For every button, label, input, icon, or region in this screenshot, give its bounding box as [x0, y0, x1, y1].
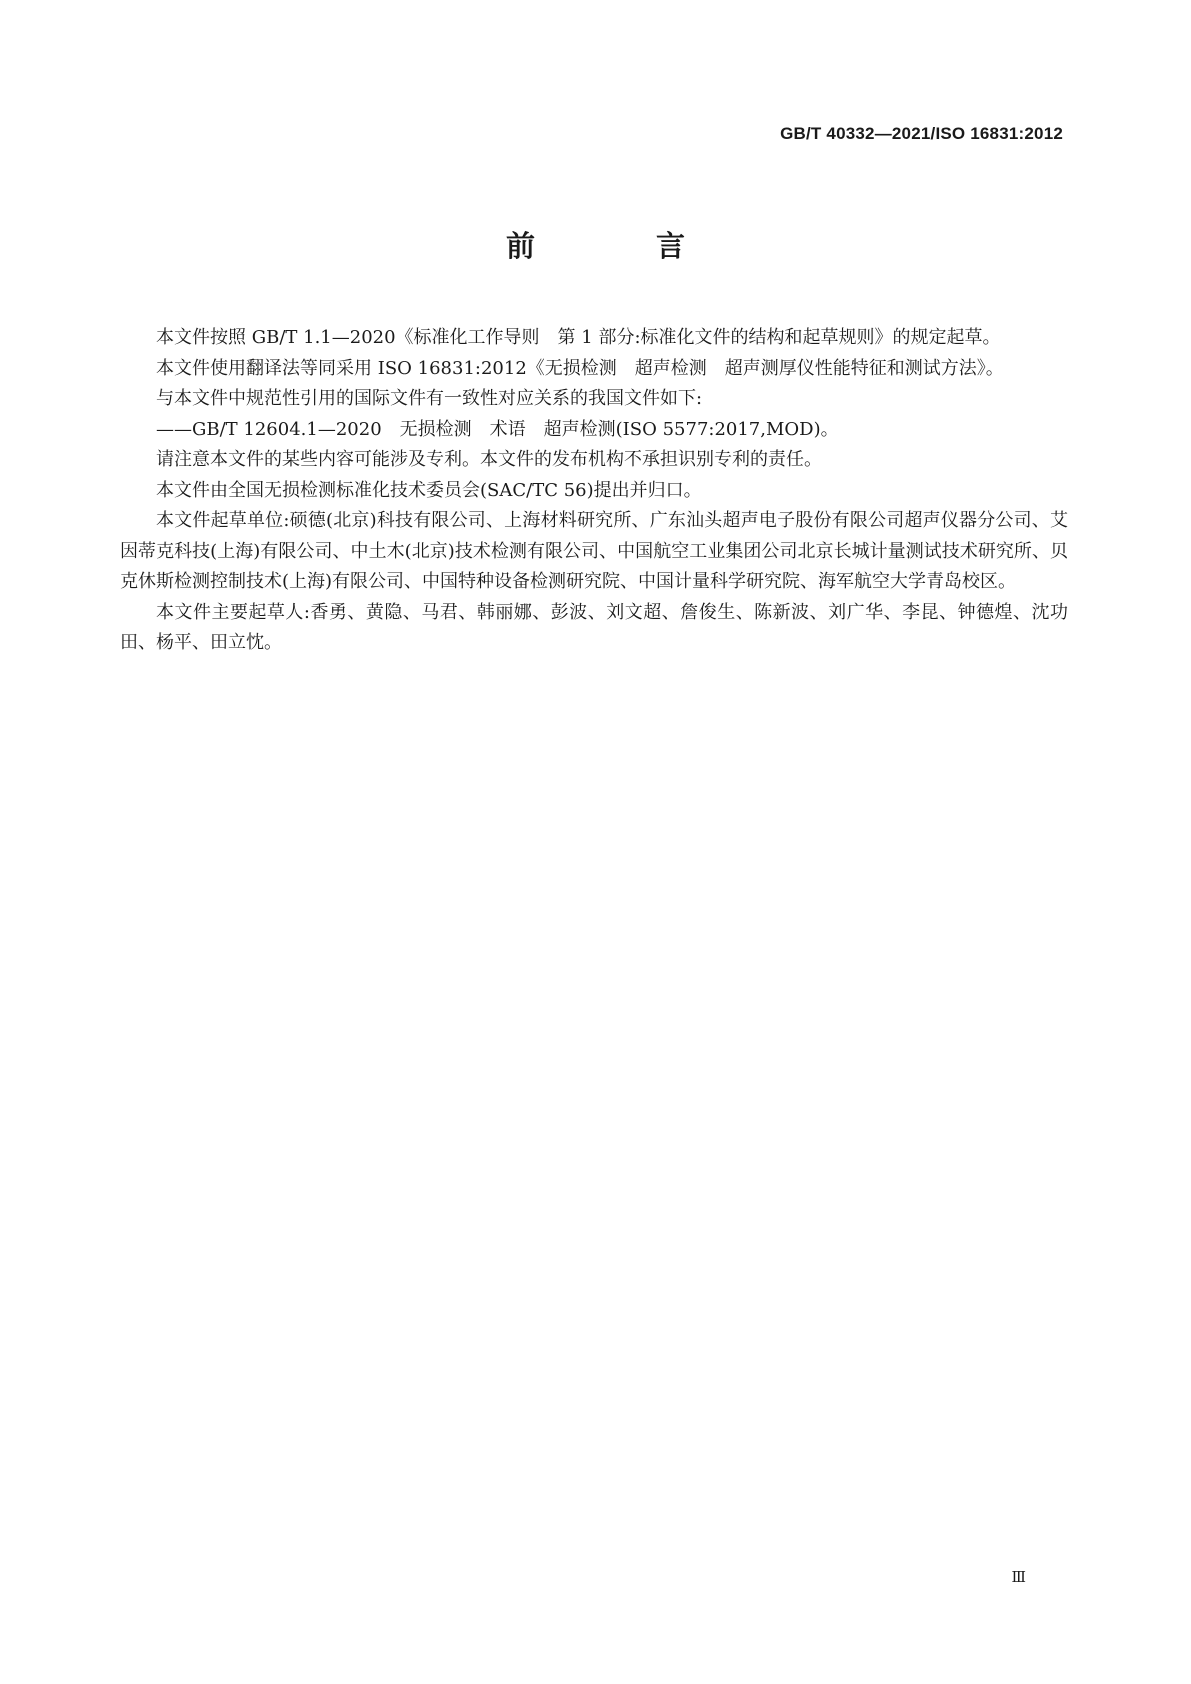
page-number: Ⅲ	[1011, 1568, 1026, 1586]
paragraph-drafters: 本文件主要起草人:香勇、黄隐、马君、韩丽娜、彭波、刘文超、詹俊生、陈新波、刘广华、李昆、钟德煌、沈功田、杨平、田立忱。	[120, 601, 1068, 653]
standard-code-header: GB/T 40332—2021/ISO 16831:2012	[780, 124, 1063, 143]
paragraph-committee: 本文件由全国无损检测标准化技术委员会(SAC/TC 56)提出并归口。	[156, 479, 702, 501]
paragraph-adoption: 本文件使用翻译法等同采用 ISO 16831:2012《无损检测 超声检测 超声测厚仪性能特征和测试方法》。	[156, 357, 1004, 379]
foreword-body	[120, 323, 1068, 659]
page-title: 前 言	[505, 229, 731, 263]
paragraph-drafting-units: 本文件起草单位:硕德(北京)科技有限公司、上海材料研究所、广东汕头超声电子股份有限公司超声仪器分公司、艾因蒂克科技(上海)有限公司、中土木(北京)技术检测有限公司、中国航空工业集团公司北京长城计量测试技术研究所、贝克休斯检测控制技术(上海)有限公司、中国特种设备检测研究院、中国计量科学研究院、海军航空大学青岛校区。	[120, 510, 1068, 592]
paragraph-patent-notice: 请注意本文件的某些内容可能涉及专利。本文件的发布机构不承担识别专利的责任。	[156, 449, 822, 470]
paragraph-correspondence-intro: 与本文件中规范性引用的国际文件有一致性对应关系的我国文件如下:	[156, 388, 703, 409]
paragraph-correspondence-item: ——GB/T 12604.1—2020 无损检测 术语 超声检测(ISO 5577:2017,MOD)。	[156, 418, 839, 440]
paragraph-drafting-rules: 本文件按照 GB/T 1.1—2020《标准化工作导则 第 1 部分:标准化文件的结构和起草规则》的规定起草。	[156, 327, 1001, 348]
